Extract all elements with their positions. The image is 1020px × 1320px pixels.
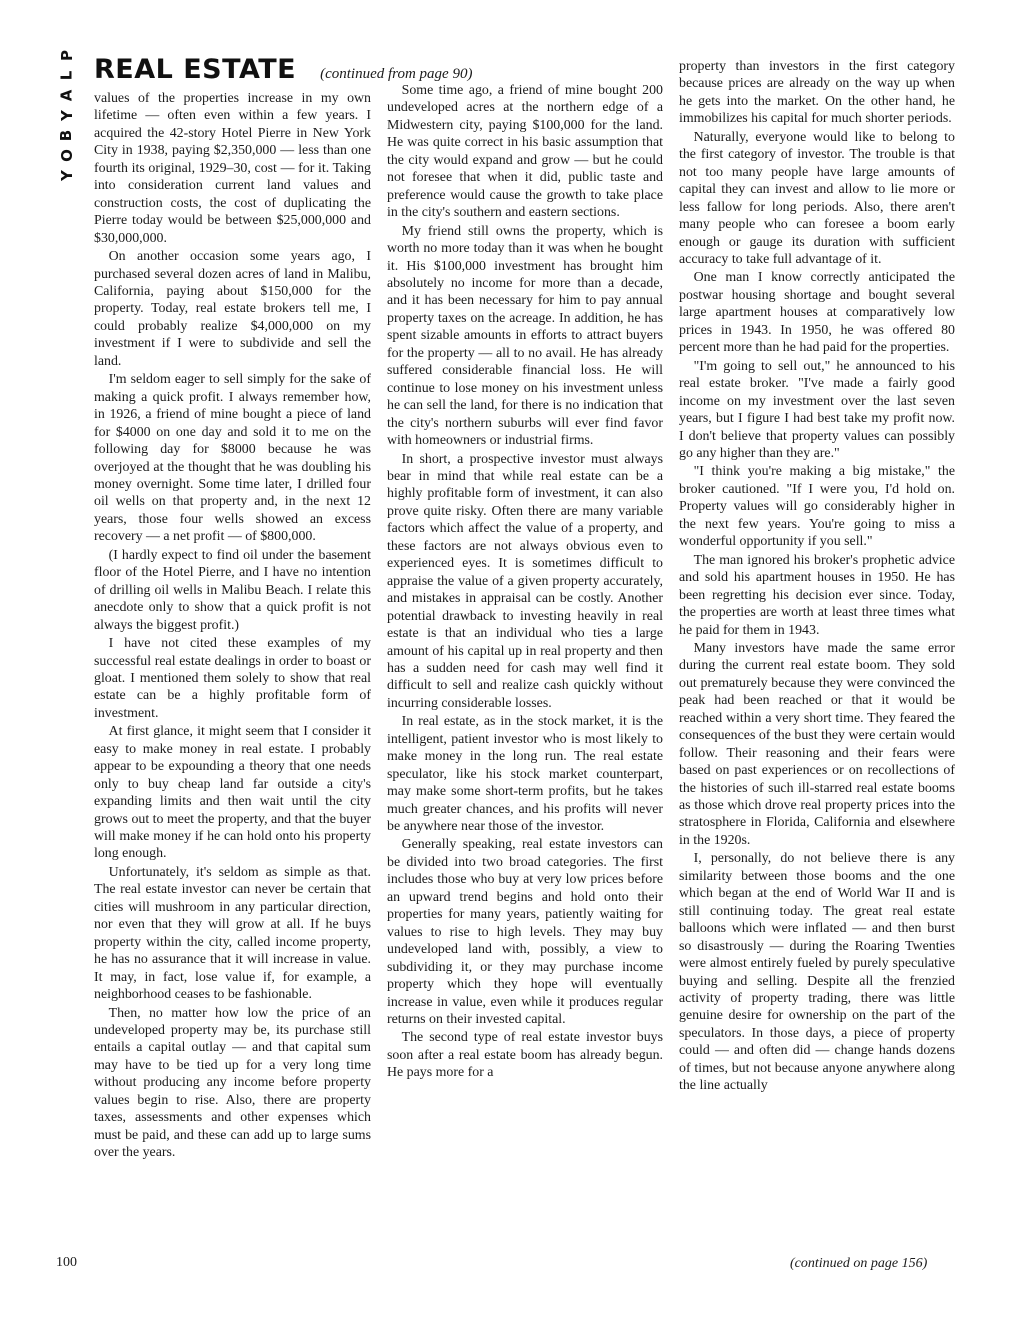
paragraph: In real estate, as in the stock market, it is the intelligent, patient investor who is most likely to make money in the long run. The real estate speculator, like his stock market counterpart, may make some short-term profits, but he takes much greater chances, and his profits will never be anywhere near those of the investor. [387, 714, 663, 835]
magazine-letter: L [57, 70, 76, 81]
continued-on-note: (continued on page 156) [790, 1256, 928, 1271]
paragraph: At first glance, it might seem that I consider it easy to make money in real estate. I probably appear to be expounding a theory that one needs only to buy cheap land far outside a city's expanding limits and then wait until the city grows out to meet the property, and that the buyer will make money if he can hold onto his property long enough. [94, 724, 371, 862]
text-column-3 [679, 58, 955, 1096]
text-column-1 [94, 90, 371, 1163]
paragraph: "I'm going to sell out," he announced to his real estate broker. "I've made a fairly good income on my investment over the last seven years, but I figure I had best take my profit now. I don't believe that property values can possibly go any higher than they are." [679, 358, 955, 461]
paragraph: (I hardly expect to find oil under the basement floor of the Hotel Pierre, and I have no intention of drilling oil wells in Malibu Beach. I relate this anecdote only to show that a quick profit is not always the biggest profit.) [94, 547, 371, 633]
paragraph: "I think you're making a big mistake," the broker cautioned. "If I were you, I'd hold on. Property values will go considerably higher in the next few years. You're going to miss a wonderful opportunity if you sell." [679, 464, 955, 550]
paragraph: Many investors have made the same error during the current real estate boom. They sold out prematurely because they were convinced the peak had been reached or that it would be reached within a very short time. They feared the consequences of the bust they were certain would follow. Their reasoning and their fears were based on past experiences or on recollections of the histories of such ill-starred real estate booms as those which drove real property prices into the stratosphere in Florida, California and elsewhere in the 1920s. [679, 640, 955, 848]
paragraph: I have not cited these examples of my successful real estate dealings in order to boast or gloat. I mentioned them solely to show that real estate can be a highly profitable form of investment. [94, 636, 371, 721]
magazine-letter: B [57, 129, 76, 142]
paragraph: One man I know correctly anticipated the postwar housing shortage and bought several large apartment houses at comparatively low prices in 1943. In 1950, he was offered 80 percent more than he had paid for the properties. [679, 270, 955, 356]
paragraph: Then, no matter how low the price of an undeveloped property may be, its purchase still entails a capital outlay — and that capital sum may have to be tied up for a very long time without producing any income before property values begin to rise. Also, there are property taxes, assessments and other expenses which must be paid, and these can add up to large sums over the years. [94, 1005, 371, 1161]
magazine-letter: Y [57, 170, 76, 181]
article-header [94, 54, 472, 85]
paragraph: Naturally, everyone would like to belong to the first category of investor. The trouble is that not too many people have large amounts of capital they can invest and allow to lie more or less fallow for long periods. Also, there aren't many people who can foresee a boom early enough or gauge its duration with sufficient accuracy to take full advantage of it. [679, 129, 955, 267]
paragraph: I'm seldom eager to sell simply for the sake of making a quick profit. I always remember how, in 1926, a friend of mine bought a piece of land for $4000 on one day and sold it to me on the following day for $8000 because he was overjoyed at the thought that he was doubling his money overnight. Some time later, I drilled four oil wells on that property and, in the next 12 years, those four wells showed an excess recovery — a net profit — of $800,000. [94, 372, 371, 545]
paragraph: On another occasion some years ago, I purchased several dozen acres of land in Malibu, California, paying about $150,000 for the property. Today, real estate brokers tell me, I could probably realize $4,000,000 on my investment if I were to subdivide and sell the land. [94, 249, 371, 369]
text-column-2 [387, 82, 663, 1083]
paragraph: Generally speaking, real estate investors can be divided into two broad categories. The first includes those who buy at very low prices before an upward trend begins and hold onto their properties for many years, patiently waiting for values to rise to high levels. They may buy undeveloped land with, possibly, a view to subdividing it, or they may purchase income property which they hope will eventually increase in value, even while it produces regular returns on their invested capital. [387, 837, 663, 1028]
paragraph: property than investors in the first category because prices are already on the way up when he gets into the market. On the other hand, he immobilizes his capital for much shorter periods. [679, 59, 955, 127]
paragraph: The second type of real estate investor buys soon after a real estate boom has already begun. He pays more for a [387, 1030, 663, 1081]
paragraph: In short, a prospective investor must always bear in mind that while real estate can be a highly profitable form of investment, it can also prove quite risky. Often there are many variable factors which affect the value of a property, and these factors are not always obvious even to experienced eyes. It is sometimes difficult to appraise the value of a given property accurately, and mistakes in appraisal can be costly. Another potential drawback to investing heavily in real estate is that an individual who ties a large amount of his capital up in real property and then has a sudden need for cash may well find it difficult to sell and realize cash quickly without incurring considerable losses. [387, 451, 663, 711]
page-number: 100 [56, 1255, 77, 1270]
magazine-letter: Y [57, 110, 76, 121]
paragraph: I, personally, do not believe there is any similarity between those booms and the one which began at the end of World War II and is still continuing today. The great real estate balloons which were inflated — and then burst so disastrously — during the Roaring Twenties were almost entirely fueled by purely speculative buying and selling. Despite all the frenzied activity of property trading, there was little genuine desire for ownership on the part of the speculators. In those days, a piece of property could — and often did — change hands dozens of times, but not because anyone anywhere along the line actually [679, 851, 955, 1094]
continued-from-note: (continued from page 90) [320, 66, 473, 82]
article-title: REAL ESTATE [94, 54, 297, 85]
paragraph: The man ignored his broker's prophetic advice and sold his apartment houses in 1950. He has been regretting his decision ever since. Today, the properties are worth at least three times what he paid for them in 1943. [679, 552, 955, 638]
paragraph: Some time ago, a friend of mine bought 200 undeveloped acres at the northern edge of a Midwestern city, paying $100,000 for the land. He was quite correct in his basic assumption that the city would expand and grow — but he could not foresee that when it did, public taste and preference would cause the growth to take place in the city's southern and eastern sections. [387, 83, 663, 221]
magazine-letter: P [57, 50, 76, 61]
magazine-letter: O [57, 149, 76, 162]
magazine-name-vertical [56, 48, 78, 183]
paragraph: Unfortunately, it's seldom as simple as that. The real estate investor can never be certain that cities will mushroom in any particular direction, nor even that they will grow at all. If he buys property within the city, called income property, he has no assurance that it will increase in value. It may, in fact, lose value if, for example, a neighborhood ceases to be fashionable. [94, 864, 371, 1003]
paragraph: values of the properties increase in my own lifetime — often even within a few years. I acquired the 42-story Hotel Pierre in New York City in 1938, paying $2,350,000 — less than one fourth its original, 1929–30, cost — for it. Taking into consideration current land values and construction costs, the cost of duplicating the Pierre today would be between $25,000,000 and $30,000,000. [94, 91, 371, 246]
magazine-letter: A [57, 89, 76, 102]
paragraph: My friend still owns the property, which is worth no more today than it was when he bought it. His $100,000 investment has brought him absolutely no income for more than a decade, and it has been necessary for him to pay annual property taxes on the acreage. In addition, he has spent sizable amounts in efforts to attract buyers for the property — all to no avail. He has already suffered considerable financial loss. He will continue to lose money on his investment unless he can sell the land, for there is no indication that the city's northern suburbs will ever find favor with homeowners or industrial firms. [387, 223, 663, 449]
